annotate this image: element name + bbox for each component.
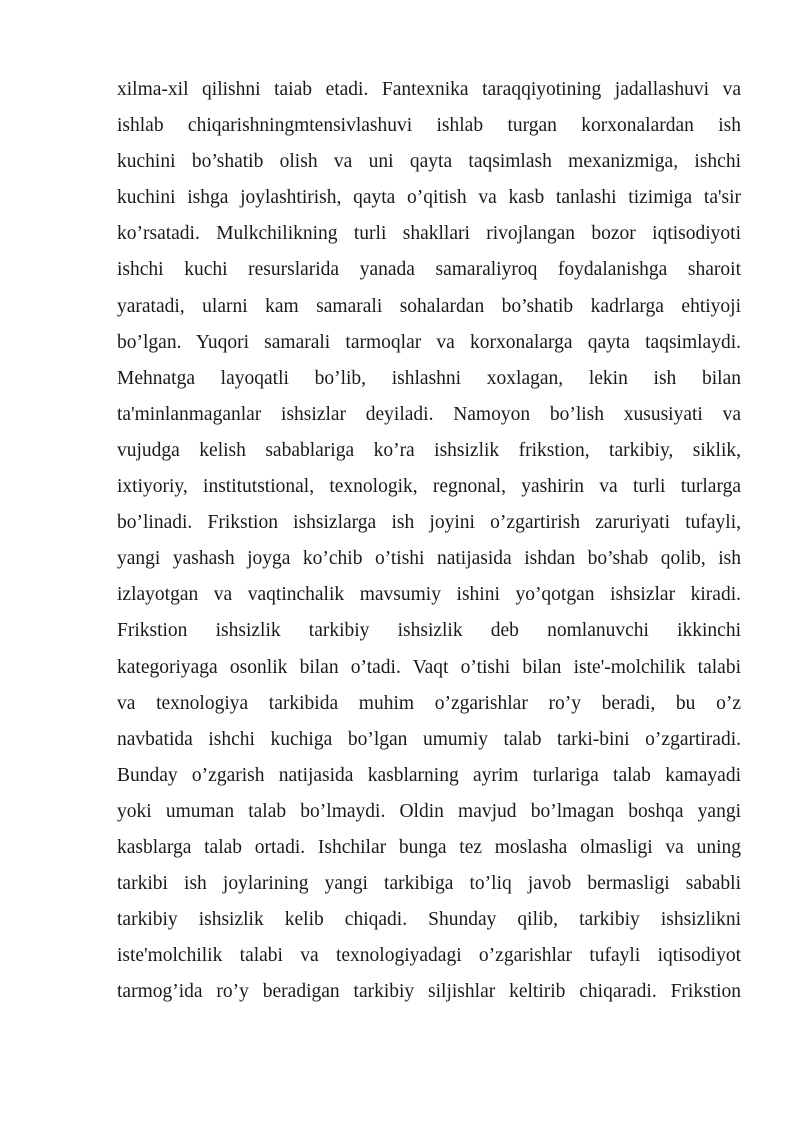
text-line: iste'molchilik talabi va texnologiyadagi o’zgarishlar tufayli iqtisodiyot [117,945,741,967]
text-line: izlayotgan va vaqtinchalik mavsumiy ishini yo’qotgan ishsizlar kiradi. [117,584,741,606]
text-line: Mehnatga layoqatli bo’lib, ishlashni xoxlagan, lekin ish bilan [117,367,741,389]
text-line: ixtiyoriy, institutstional, texnologik, regnonal, yashirin va turli turlarga [117,476,741,498]
text-line: bo’lgan. Yuqori samarali tarmoqlar va korxonalarga qayta taqsimlaydi. [117,331,741,353]
text-line: ko’rsatadi. Mulkchilikning turli shakllari rivojlangan bozor iqtisodiyoti [117,223,741,245]
text-line: navbatida ishchi kuchiga bo’lgan umumiy talab tarki-bini o’zgartiradi. [117,728,741,750]
text-line: tarkibi ish joylarining yangi tarkibiga to’liq javob bermasligi sababli [117,873,741,895]
body-text [117,72,741,1010]
text-line: yoki umuman talab bo’lmaydi. Oldin mavjud bo’lmagan boshqa yangi [117,800,741,822]
text-line: bo’linadi. Frikstion ishsizlarga ish joyini o’zgartirish zaruriyati tufayli, [117,512,741,534]
text-line: yangi yashash joyga ko’chib o’tishi natijasida ishdan bo’shab qolib, ish [117,548,741,570]
text-line: ishchi kuchi resurslarida yanada samaraliyroq foydalanishga sharoit [117,259,741,281]
text-line: va texnologiya tarkibida muhim o’zgarishlar ro’y beradi, bu o’z [117,692,741,714]
text-line: vujudga kelish sabablariga ko’ra ishsizlik frikstion, tarkibiy, siklik, [117,439,741,461]
text-line: kategoriyaga osonlik bilan o’tadi. Vaqt o’tishi bilan iste'-molchilik talabi [117,656,741,678]
text-line: ta'minlanmaganlar ishsizlar deyiladi. Namoyon bo’lish xususiyati va [117,403,741,425]
text-line: kasblarga talab ortadi. Ishchilar bunga tez moslasha olmasligi va uning [117,836,741,858]
text-line: ishlab chiqarishningmtensivlashuvi ishlab turgan korxonalardan ish [117,115,741,137]
text-line: kuchini ishga joylashtirish, qayta o’qitish va kasb tanlashi tizimiga ta'sir [117,187,741,209]
text-line: yaratadi, ularni kam samarali sohalardan bo’shatib kadrlarga ehtiyoji [117,295,741,317]
text-line: tarmog’ida ro’y beradigan tarkibiy siljishlar keltirib chiqaradi. Frikstion [117,981,741,1003]
text-line: tarkibiy ishsizlik kelib chiqadi. Shunday qilib, tarkibiy ishsizlikni [117,909,741,931]
text-line: kuchini bo’shatib olish va uni qayta taqsimlash mexanizmiga, ishchi [117,151,741,173]
text-line: Frikstion ishsizlik tarkibiy ishsizlik deb nomlanuvchi ikkinchi [117,620,741,642]
text-line: Bunday o’zgarish natijasida kasblarning ayrim turlariga talab kamayadi [117,764,741,786]
text-line: xilma-xil qilishni taiab etadi. Fantexnika taraqqiyotining jadallashuvi va [117,79,741,100]
